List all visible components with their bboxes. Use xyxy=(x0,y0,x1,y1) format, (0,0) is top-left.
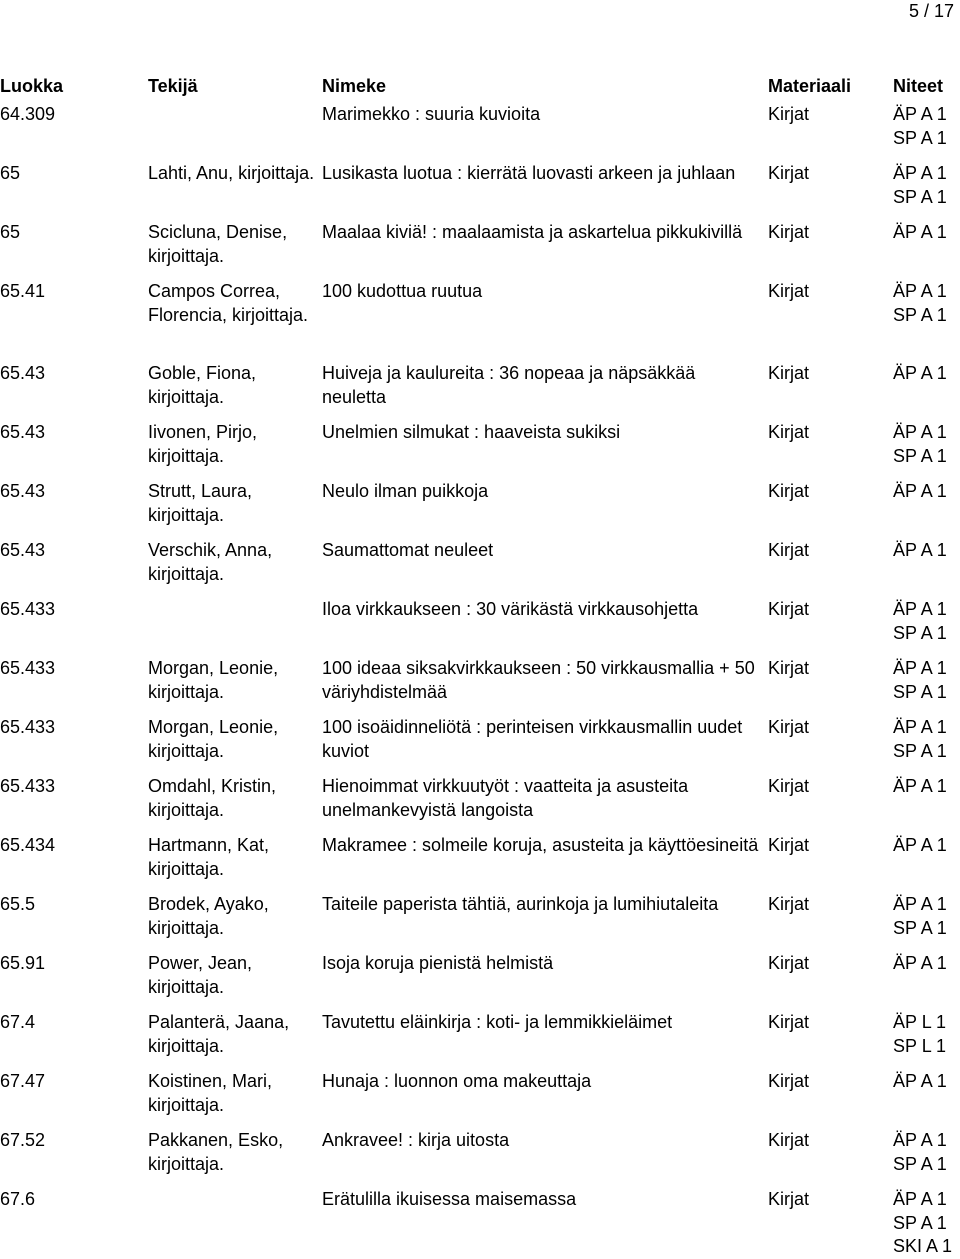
row-note: SP A 1 xyxy=(893,186,947,207)
row-class: 65.433 xyxy=(0,599,56,619)
row-note: ÄP A 1 xyxy=(893,281,947,301)
row-notes xyxy=(893,1011,960,1058)
row-material: Kirjat xyxy=(768,1071,810,1091)
row-title: Unelmien silmukat : haaveista sukiksi xyxy=(322,422,621,442)
row-note: ÄP A 1 xyxy=(893,717,947,737)
row-class: 65.43 xyxy=(0,363,46,383)
row-title: 100 ideaa siksakvirkkaukseen : 50 virkkausmallia + 50 väriyhdistelmää xyxy=(322,658,755,702)
row-note: SP L 1 xyxy=(893,1035,947,1056)
row-material: Kirjat xyxy=(768,1130,810,1150)
row-author: Hartmann, Kat, kirjoittaja. xyxy=(148,835,270,879)
row-notes xyxy=(893,1129,960,1176)
row-note: ÄP A 1 xyxy=(893,540,947,560)
row-title: Marimekko : suuria kuvioita xyxy=(322,104,541,124)
row-author: Lahti, Anu, kirjoittaja. xyxy=(148,163,315,183)
row-class: 67.6 xyxy=(0,1189,36,1209)
row-class: 67.52 xyxy=(0,1130,46,1150)
row-material: Kirjat xyxy=(768,481,810,501)
row-author: Pakkanen, Esko, kirjoittaja. xyxy=(148,1130,284,1174)
row-author: Palanterä, Jaana, kirjoittaja. xyxy=(148,1012,290,1056)
row-note: ÄP A 1 xyxy=(893,894,947,914)
row-notes xyxy=(893,716,960,763)
row-notes xyxy=(893,952,960,976)
row-note: ÄP A 1 xyxy=(893,1189,947,1209)
row-title: Ankravee! : kirja uitosta xyxy=(322,1130,510,1150)
row-material: Kirjat xyxy=(768,835,810,855)
row-class: 65.433 xyxy=(0,717,56,737)
row-notes xyxy=(893,1188,960,1259)
row-title: Erätulilla ikuisessa maisemassa xyxy=(322,1189,577,1209)
row-class: 65.434 xyxy=(0,835,56,855)
row-note: ÄP L 1 xyxy=(893,1012,947,1032)
row-author: Goble, Fiona, kirjoittaja. xyxy=(148,363,257,407)
row-notes xyxy=(893,893,960,940)
row-note: ÄP A 1 xyxy=(893,835,947,855)
row-material: Kirjat xyxy=(768,658,810,678)
row-class: 65.43 xyxy=(0,481,46,501)
row-class: 65.433 xyxy=(0,776,56,796)
row-note: ÄP A 1 xyxy=(893,658,947,678)
row-notes xyxy=(893,598,960,645)
row-class: 65.43 xyxy=(0,540,46,560)
row-title: Hienoimmat virkkuutyöt : vaatteita ja asusteita unelmankevyistä langoista xyxy=(322,776,689,820)
row-class: 67.4 xyxy=(0,1012,36,1032)
row-note: SP A 1 xyxy=(893,681,947,702)
row-note: ÄP A 1 xyxy=(893,363,947,383)
row-material: Kirjat xyxy=(768,894,810,914)
row-material: Kirjat xyxy=(768,163,810,183)
row-notes xyxy=(893,539,960,563)
row-title: 100 kudottua ruutua xyxy=(322,281,483,301)
table-header xyxy=(0,75,960,99)
row-class: 65 xyxy=(0,163,21,183)
row-title: Taiteile paperista tähtiä, aurinkoja ja lumihiutaleita xyxy=(322,894,719,914)
row-author: Iivonen, Pirjo, kirjoittaja. xyxy=(148,422,258,466)
header-class: Luokka xyxy=(0,76,64,96)
row-note: SP A 1 xyxy=(893,740,947,761)
row-note: ÄP A 1 xyxy=(893,1071,947,1091)
row-author: Scicluna, Denise, kirjoittaja. xyxy=(148,222,288,266)
row-title: Makramee : solmeile koruja, asusteita ja käyttöesineitä xyxy=(322,835,759,855)
row-author: Verschik, Anna, kirjoittaja. xyxy=(148,540,273,584)
row-author: Power, Jean, kirjoittaja. xyxy=(148,953,253,997)
row-class: 65.91 xyxy=(0,953,46,973)
row-note: ÄP A 1 xyxy=(893,222,947,242)
row-material: Kirjat xyxy=(768,1189,810,1209)
row-class: 65.5 xyxy=(0,894,36,914)
row-notes xyxy=(893,834,960,858)
row-note: ÄP A 1 xyxy=(893,481,947,501)
row-class: 65.433 xyxy=(0,658,56,678)
row-class: 65.41 xyxy=(0,281,46,301)
row-material: Kirjat xyxy=(768,222,810,242)
row-title: Saumattomat neuleet xyxy=(322,540,494,560)
row-class: 65 xyxy=(0,222,21,242)
row-material: Kirjat xyxy=(768,363,810,383)
row-material: Kirjat xyxy=(768,540,810,560)
row-notes xyxy=(893,657,960,704)
row-note: SP A 1 xyxy=(893,304,947,325)
row-author: Strutt, Laura, kirjoittaja. xyxy=(148,481,253,525)
row-note: ÄP A 1 xyxy=(893,163,947,183)
page-number: 5 / 17 xyxy=(908,1,954,21)
row-author: Morgan, Leonie, kirjoittaja. xyxy=(148,658,279,702)
row-notes xyxy=(893,480,960,504)
row-material: Kirjat xyxy=(768,281,810,301)
row-title: Lusikasta luotua : kierrätä luovasti arkeen ja juhlaan xyxy=(322,163,736,183)
row-note: SP A 1 xyxy=(893,1212,947,1233)
row-author: Campos Correa, Florencia, kirjoittaja. xyxy=(148,281,309,325)
row-title: Tavutettu eläinkirja : koti- ja lemmikkieläimet xyxy=(322,1012,673,1032)
row-note: SP A 1 xyxy=(893,622,947,643)
row-notes xyxy=(893,775,960,799)
row-note: SP A 1 xyxy=(893,127,947,148)
row-note: SP A 1 xyxy=(893,1153,947,1174)
row-note: ÄP A 1 xyxy=(893,776,947,796)
row-notes xyxy=(893,362,960,386)
row-note: ÄP A 1 xyxy=(893,104,947,124)
row-notes xyxy=(893,421,960,468)
header-title: Nimeke xyxy=(322,76,387,96)
row-note: SP A 1 xyxy=(893,445,947,466)
row-notes xyxy=(893,221,960,245)
header-notes: Niteet xyxy=(893,76,944,96)
row-notes xyxy=(893,1070,960,1094)
row-material: Kirjat xyxy=(768,1012,810,1032)
row-class: 67.47 xyxy=(0,1071,46,1091)
row-author: Brodek, Ayako, kirjoittaja. xyxy=(148,894,269,938)
row-title: Isoja koruja pienistä helmistä xyxy=(322,953,554,973)
row-title: Maalaa kiviä! : maalaamista ja askartelua pikkukivillä xyxy=(322,222,743,242)
row-author: Koistinen, Mari, kirjoittaja. xyxy=(148,1071,273,1115)
row-note: SKI A 1 xyxy=(893,1236,953,1256)
row-class: 65.43 xyxy=(0,422,46,442)
row-class: 64.309 xyxy=(0,104,56,124)
row-note: SP A 1 xyxy=(893,917,947,938)
row-notes xyxy=(893,280,960,327)
row-material: Kirjat xyxy=(768,953,810,973)
row-title: Huiveja ja kaulureita : 36 nopeaa ja näpsäkkää neuletta xyxy=(322,363,696,407)
row-note: ÄP A 1 xyxy=(893,953,947,973)
row-material: Kirjat xyxy=(768,104,810,124)
row-notes xyxy=(893,103,960,150)
row-author: Omdahl, Kristin, kirjoittaja. xyxy=(148,776,277,820)
row-note: ÄP A 1 xyxy=(893,422,947,442)
row-note: ÄP A 1 xyxy=(893,1130,947,1150)
row-note: ÄP A 1 xyxy=(893,599,947,619)
row-title: Iloa virkkaukseen : 30 värikästä virkkausohjetta xyxy=(322,599,699,619)
row-material: Kirjat xyxy=(768,776,810,796)
row-author: Morgan, Leonie, kirjoittaja. xyxy=(148,717,279,761)
row-material: Kirjat xyxy=(768,599,810,619)
row-material: Kirjat xyxy=(768,422,810,442)
row-material: Kirjat xyxy=(768,717,810,737)
header-author: Tekijä xyxy=(148,76,198,96)
row-title: Hunaja : luonnon oma makeuttaja xyxy=(322,1071,592,1091)
header-material: Materiaali xyxy=(768,76,852,96)
row-notes xyxy=(893,162,960,209)
row-title: Neulo ilman puikkoja xyxy=(322,481,489,501)
row-title: 100 isoäidinneliötä : perinteisen virkkausmallin uudet kuviot xyxy=(322,717,743,761)
